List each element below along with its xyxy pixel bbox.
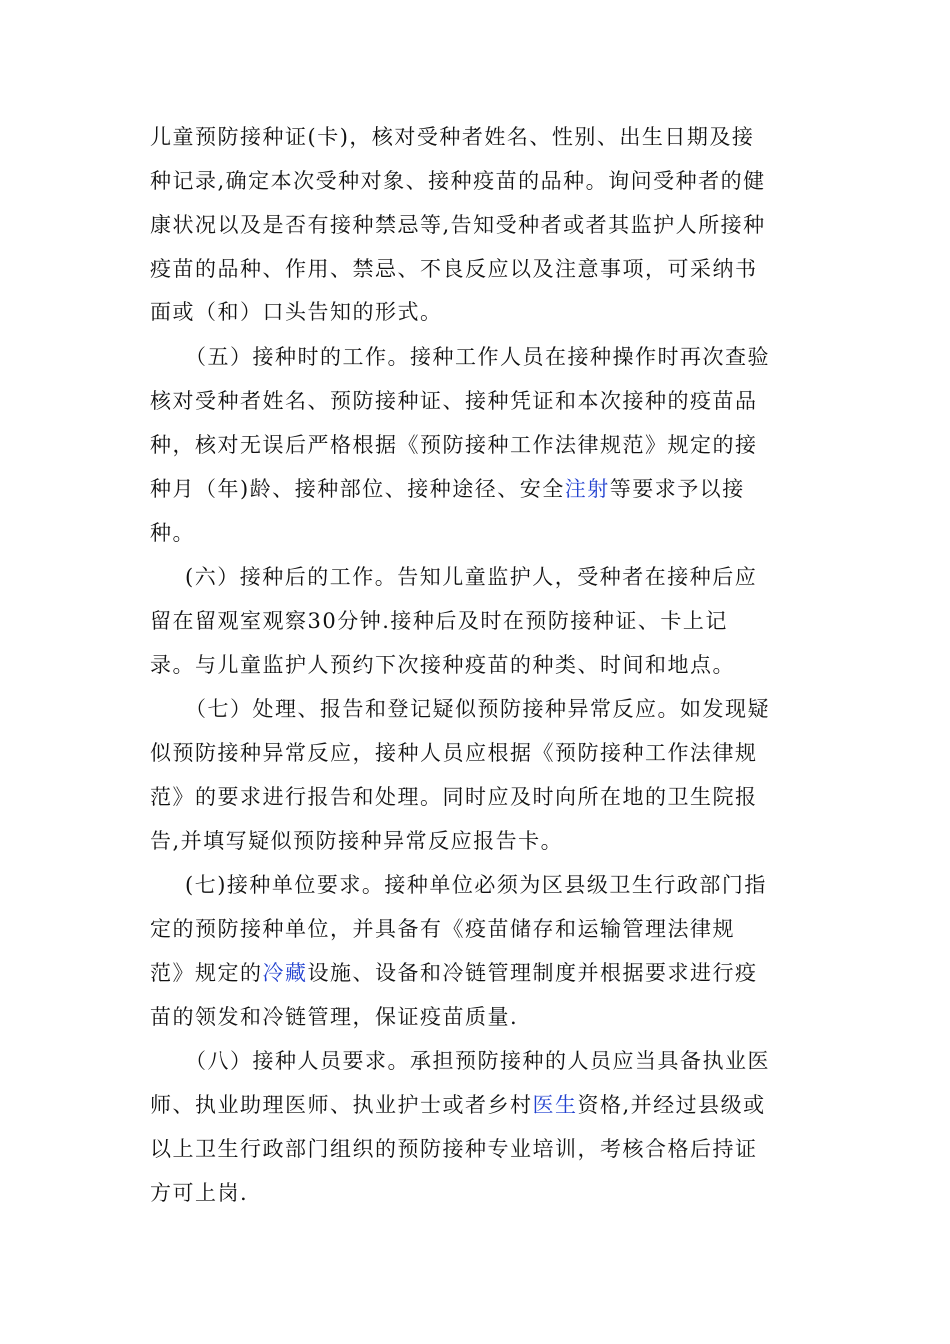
text-segment: 师、执业助理医师、执业护士或者乡村 <box>150 1093 533 1117</box>
text-line: 苗的领发和冷链管理，保证疫苗质量. <box>150 1005 519 1029</box>
text-line: 种记录,确定本次受种对象、接种疫苗的品种。询问受种者的健 <box>150 169 766 193</box>
text-line: 核对受种者姓名、预防接种证、接种凭证和本次接种的疫苗品 <box>150 389 758 413</box>
text-line: 种，核对无误后严格根据《预防接种工作法律规范》规定的接 <box>150 433 758 457</box>
text-line: 留在留观室观察30分钟.接种后及时在预防接种证、卡上记 <box>150 609 728 633</box>
text-line: 康状况以及是否有接种禁忌等,告知受种者或者其监护人所接种 <box>150 213 766 237</box>
text-line <box>150 958 758 988</box>
text-line: 似预防接种异常反应，接种人员应根据《预防接种工作法律规 <box>150 741 758 765</box>
text-line: (七)接种单位要求。接种单位必须为区县级卫生行政部门指 <box>185 873 767 897</box>
text-line: 范》的要求进行报告和处理。同时应及时向所在地的卫生院报 <box>150 785 758 809</box>
text-line: (六）接种后的工作。告知儿童监护人，受种者在接种后应 <box>185 565 758 589</box>
text-segment: 资格,并经过县级或 <box>577 1093 766 1117</box>
text-line <box>150 474 745 504</box>
injection-link[interactable]: 注射 <box>564 477 610 501</box>
text-line: 定的预防接种单位，并具备有《疫苗储存和运输管理法律规 <box>150 917 735 941</box>
text-segment: 范》规定的 <box>150 961 263 985</box>
text-line: 种。 <box>150 521 195 545</box>
text-line: 面或（和）口头告知的形式。 <box>150 300 443 324</box>
text-line: 方可上岗. <box>150 1181 249 1205</box>
text-segment: 种月（年)龄、接种部位、接种途径、安全 <box>150 477 565 501</box>
text-line: （七）处理、报告和登记疑似预防接种异常反应。如发现疑 <box>185 697 770 721</box>
text-segment: 设施、设备和冷链管理制度并根据要求进行疫 <box>307 961 758 985</box>
text-line: （八）接种人员要求。承担预防接种的人员应当具备执业医 <box>185 1049 770 1073</box>
text-line: （五）接种时的工作。接种工作人员在接种操作时再次查验 <box>185 345 770 369</box>
text-segment: 等要求予以接 <box>609 477 745 501</box>
text-line <box>150 1090 766 1120</box>
text-line: 以上卫生行政部门组织的预防接种专业培训，考核合格后持证 <box>150 1137 758 1161</box>
text-line: 告,并填写疑似预防接种异常反应报告卡。 <box>150 829 564 853</box>
text-line: 儿童预防接种证(卡)，核对受种者姓名、性别、出生日期及接 <box>150 125 755 149</box>
text-line: 录。与儿童监护人预约下次接种疫苗的种类、时间和地点。 <box>150 653 735 677</box>
text-line: 疫苗的品种、作用、禁忌、不良反应以及注意事项，可采纳书 <box>150 257 758 281</box>
doctor-link[interactable]: 医生 <box>532 1093 578 1117</box>
refrigeration-link[interactable]: 冷藏 <box>262 961 308 985</box>
